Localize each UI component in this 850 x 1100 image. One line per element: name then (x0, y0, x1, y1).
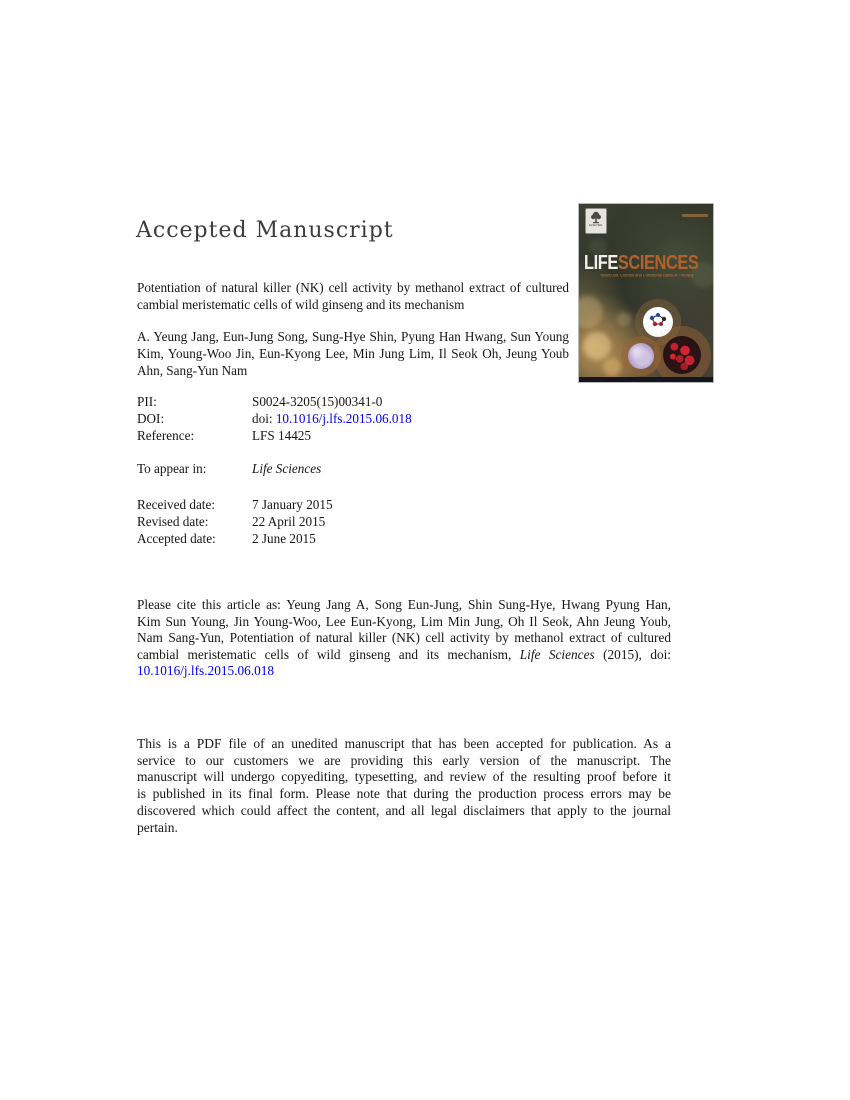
accepted-date-row (137, 530, 607, 547)
accepted-manuscript-heading: Accepted Manuscript (136, 218, 394, 243)
to-appear-row (137, 460, 607, 477)
journal-tagline: Molecular, Cellular and Functional Basis of Therapy (600, 274, 694, 279)
received-date-row (137, 496, 607, 513)
cover-bokeh (578, 296, 603, 328)
received-date-value: 7 January 2015 (252, 497, 333, 512)
cover-bottom-strip (579, 377, 713, 382)
citation-text: Please cite this article as: Yeung Jang A, Song Eun-Jung, Shin Sung-Hye, Hwang Pyung Han, Kim Sun Young, Jin Young-Woo, Lee Eun-Kyong, Lim Min Jung, Oh Il Seok, Ahn Jeung Youb, Nam Sang-Yun, Potentiation of natural killer (NK) cell activity by methanol extract of cultured cambial meristematic cells of wild ginseng and its mechanism, (137, 597, 671, 662)
reference-row (137, 427, 607, 444)
pii-row (137, 393, 607, 410)
pii-label: PII: (137, 394, 157, 409)
molecule-image (643, 307, 673, 337)
accepted-date-value: 2 June 2015 (252, 531, 316, 546)
elsevier-tree-icon (590, 211, 602, 224)
revised-date-row (137, 513, 607, 530)
cover-bokeh (603, 358, 621, 376)
citation-tail: (2015), doi: (594, 646, 671, 662)
doi-label: DOI: (137, 411, 165, 426)
journal-title-life: LIFE (584, 252, 618, 274)
doi-value (252, 410, 607, 427)
doi-prefix: doi: (252, 411, 276, 426)
disclaimer-paragraph: This is a PDF file of an unedited manuscript that has been accepted for publication. As a service to our customers we are providing this early version of the manuscript. The manuscript will undergo copyediting, typesetting, and review of the resulting proof before it is published in its final form. Please note that during the production process errors may be discovered which could affect the content, and all legal disclaimers that apply to the journal pertain. (137, 736, 671, 835)
metadata-block (137, 393, 607, 547)
doi-link[interactable]: 10.1016/j.lfs.2015.06.018 (275, 411, 412, 426)
citation-paragraph (137, 597, 671, 680)
cover-issue-info (682, 214, 708, 217)
received-date-label: Received date: (137, 497, 215, 512)
reference-value: LFS 14425 (252, 428, 311, 443)
red-cells-image (663, 336, 701, 374)
cover-bokeh (583, 332, 611, 360)
elsevier-logo (585, 208, 607, 234)
author-list: A. Yeung Jang, Eun-Jung Song, Sung-Hye Shin, Pyung Han Hwang, Sun Young Kim, Young-Woo Jin, Eun-Kyong Lee, Min Jung Lim, Il Seok Oh, Jeung Youb Ahn, Sang-Yun Nam (137, 329, 569, 379)
cover-bokeh (617, 312, 631, 326)
journal-title-sciences: SCIENCES (617, 252, 699, 274)
to-appear-label: To appear in: (137, 461, 207, 476)
revised-date-label: Revised date: (137, 514, 209, 529)
elsevier-wordmark: ELSEVIER (589, 224, 603, 227)
citation-journal-name: Life Sciences (519, 646, 595, 662)
doi-row (137, 410, 607, 427)
article-title: Potentiation of natural killer (NK) cell activity by methanol extract of cultured cambial meristematic cells of wild ginseng and its mechanism (137, 280, 569, 312)
cell-micrograph-image (628, 343, 654, 369)
to-appear-journal: Life Sciences (252, 461, 322, 476)
pii-value: S0024-3205(15)00341-0 (252, 394, 383, 409)
accepted-date-label: Accepted date: (137, 531, 216, 546)
journal-title (584, 253, 698, 273)
revised-date-value: 22 April 2015 (252, 514, 326, 529)
journal-cover-image (578, 203, 714, 383)
citation-doi-link[interactable]: 10.1016/j.lfs.2015.06.018 (137, 663, 275, 679)
molecule-structure-icon (643, 307, 673, 337)
reference-label: Reference: (137, 428, 195, 443)
